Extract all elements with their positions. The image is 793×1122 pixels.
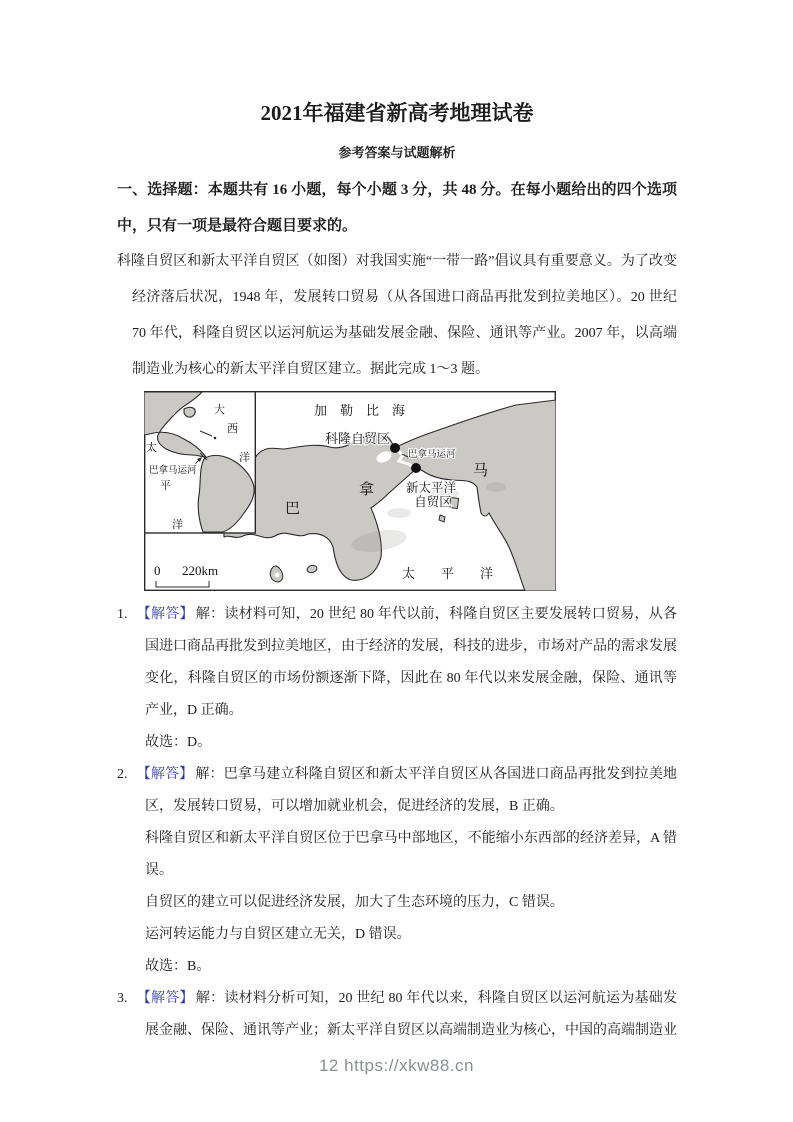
new-pacific-zone-dot [411, 463, 421, 473]
answer-tag: 【解答】 [136, 991, 194, 1006]
answer-paragraph: 科隆自贸区和新太平洋自贸区位于巴拿马中部地区，不能缩小东西部的经济差异，A 错误。 [145, 831, 677, 878]
answer-item-3 [117, 983, 677, 1047]
page-footer [0, 1056, 793, 1076]
new-pacific-zone-label-line2: 自贸区 [414, 495, 452, 509]
pacific-ocean-label: 太 平 洋 [402, 566, 494, 581]
caribbean-sea-label: 加 勒 比 海 [314, 403, 406, 418]
inset-island [214, 437, 217, 440]
question-intro: 科隆自贸区和新太平洋自贸区（如图）对我国实施“一带一路”倡议具有重要意义。为了改变经济落后状况，1948 年，发展转口贸易（从各国进口商品再批发到拉美地区）。20 世纪 70 年代，科隆自贸区以运河航运为基础发展金融、保险、通讯等产业。2007 年，以高端制造业为核心的新太平洋自贸区建立。据此完成 1～3 题。 [117, 254, 677, 377]
answer-tag: 【解答】 [136, 767, 194, 782]
page-subtitle: 参考答案与试题解析 [338, 145, 456, 160]
inset-atlantic-char-2: 西 [227, 423, 238, 435]
inset-atlantic-char-1: 大 [214, 404, 225, 416]
footer-url: https://xkw88.cn [344, 1056, 475, 1075]
inset-canal-label: 巴拿马运河 [149, 466, 197, 476]
print-smudge [387, 508, 411, 518]
colon-zone-label: 科隆自贸区 [325, 431, 391, 446]
inset-yucatan [184, 407, 195, 417]
answer-paragraph [117, 983, 677, 1047]
answer-paragraph: 自贸区的建立可以促进经济发展，加大了生态环境的压力，C 错误。 [145, 895, 564, 910]
answer-conclusion: 故选：D。 [145, 735, 212, 750]
panama-map [144, 391, 556, 591]
answer-paragraph: 运河转运能力与自贸区建立无关，D 错误。 [145, 927, 411, 942]
answer-text: 解：读材料分析可知，20 世纪 80 年代以来，科隆自贸区以运河航运为基础发展金融、保险、通讯等产业；新太平洋自贸区以高端制造业为核心，中国的高端制造业 [145, 991, 678, 1038]
inset-map [144, 392, 255, 533]
inset-pacific-char-3: 洋 [172, 519, 183, 531]
document-content [117, 96, 677, 1047]
answer-number: 3. [117, 991, 128, 1006]
inset-atlantic-char-3: 洋 [239, 452, 250, 464]
answer-item-1 [117, 599, 677, 759]
section-heading: 一、选择题：本题共有 16 小题，每个小题 3 分，共 48 分。在每小题给出的四个选项中，只有一项是最符合题目要求的。 [117, 182, 677, 234]
answer-paragraph [117, 759, 677, 823]
new-pacific-zone-label-line1: 新太平洋 [405, 481, 457, 495]
colon-zone-dot [390, 443, 400, 453]
country-label-na: 拿 [359, 482, 375, 498]
print-smudge [486, 482, 506, 492]
canal-label: 巴拿马运河 [408, 450, 456, 460]
country-label-ba: 巴 [285, 501, 301, 517]
panama-map-figure [144, 391, 556, 591]
footer-page-number: 12 [318, 1056, 339, 1075]
answer-number: 2. [117, 767, 128, 782]
answer-tag: 【解答】 [136, 607, 194, 622]
answer-conclusion: 故选：B。 [145, 959, 211, 974]
answer-text: 解：巴拿马建立科隆自贸区和新太平洋自贸区从各国进口商品再批发到拉美地区，发展转口贸易，可以增加就业机会，促进经济的发展，B 正确。 [145, 767, 678, 814]
answer-item-2 [117, 759, 677, 983]
inset-pacific-char-2: 平 [160, 480, 171, 492]
answer-text: 解：读材料可知，20 世纪 80 年代以前，科隆自贸区主要发展转口贸易，从各国进口商品再批发到拉美地区，由于经济的发展，科技的进步，市场对产品的需求发展变化，科隆自贸区的市场份额逐渐下降，因此在 80 年代以来发展金融，保险、通讯等产业，D 正确。 [145, 607, 678, 718]
page-title: 2021年福建省新高考地理试卷 [260, 101, 534, 125]
scale-distance: 220km [182, 563, 219, 578]
answer-paragraph [117, 599, 677, 727]
answer-number: 1. [117, 607, 128, 622]
island-lagoon [275, 573, 280, 578]
answers-list [117, 599, 677, 1047]
scale-zero: 0 [154, 563, 161, 578]
inset-pacific-char-1: 太 [146, 442, 157, 454]
country-label-ma: 马 [473, 463, 489, 479]
